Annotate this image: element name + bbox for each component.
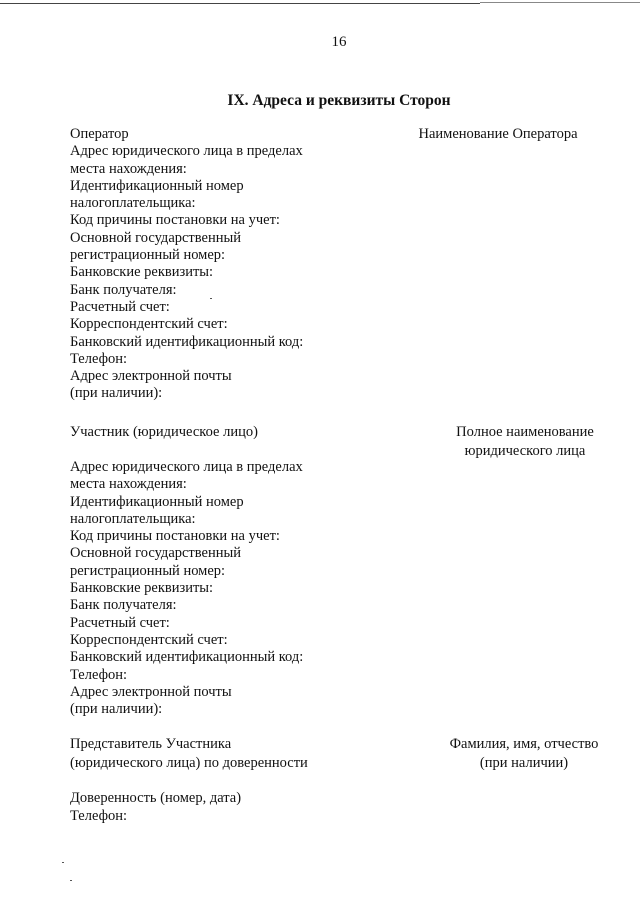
scan-speck <box>210 298 212 299</box>
legal-address-label: Адрес юридического лица в пределах <box>70 143 303 160</box>
participant-details <box>70 459 350 718</box>
operator-name-label: Наименование Оператора <box>418 126 578 142</box>
legal-address-label: Адрес юридического лица в пределах <box>70 459 303 475</box>
phone-label: Телефон: <box>70 808 128 824</box>
legal-address-label-cont: места нахождения: <box>70 476 187 493</box>
inn-label: Идентификационный номер <box>70 177 244 194</box>
ogrn-label-cont: регистрационный номер: <box>70 562 226 579</box>
operator-name-placeholder <box>398 125 598 144</box>
full-name-label: Фамилия, имя, отчество <box>449 736 599 752</box>
correspondent-account-label: Корреспондентский счет: <box>70 316 228 333</box>
top-border-rule-faint <box>480 2 640 3</box>
top-border-rule <box>0 3 480 4</box>
kpp-label: Код причины постановки на учет: <box>70 212 280 229</box>
participant-name-label: Полное наименование <box>456 424 594 440</box>
representative-name-placeholder <box>424 735 624 773</box>
representative-label-cont: (юридического лица) по доверенности <box>70 755 308 771</box>
participant-heading-block <box>70 424 350 441</box>
email-label-cont: (при наличии): <box>70 385 163 402</box>
email-label: Адрес электронной почты <box>70 683 232 700</box>
power-of-attorney-label: Доверенность (номер, дата) <box>70 790 242 806</box>
representative-details <box>70 735 350 773</box>
bank-details-label: Банковские реквизиты: <box>70 580 214 597</box>
operator-details <box>70 126 350 403</box>
page-number: 16 <box>331 34 347 50</box>
beneficiary-bank-label: Банк получателя: <box>70 597 177 614</box>
participant-name-label-cont: юридического лица <box>464 443 586 459</box>
settlement-account-label: Расчетный счет: <box>70 614 170 631</box>
bik-label: Банковский идентификационный код: <box>70 649 304 666</box>
ogrn-label: Основной государственный <box>70 545 241 562</box>
full-name-label-cont: (при наличии) <box>479 755 569 771</box>
representative-label: Представитель Участника <box>70 736 232 752</box>
scan-speck <box>70 880 72 881</box>
power-of-attorney-details <box>70 789 350 825</box>
bank-details-label: Банковские реквизиты: <box>70 264 214 281</box>
inn-label-cont: налогоплательщика: <box>70 195 196 212</box>
ogrn-label-cont: регистрационный номер: <box>70 247 226 264</box>
beneficiary-bank-label: Банк получателя: <box>70 281 177 298</box>
section-title: IX. Адреса и реквизиты Сторон <box>227 92 451 109</box>
email-label-cont: (при наличии): <box>70 701 163 718</box>
correspondent-account-label: Корреспондентский счет: <box>70 631 228 648</box>
inn-label: Идентификационный номер <box>70 493 244 510</box>
settlement-account-label: Расчетный счет: <box>70 298 170 315</box>
participant-heading: Участник (юридическое лицо) <box>70 424 258 440</box>
inn-label-cont: налогоплательщика: <box>70 510 196 527</box>
ogrn-label: Основной государственный <box>70 229 241 246</box>
participant-name-placeholder <box>425 423 625 461</box>
operator-label: Оператор <box>70 126 129 142</box>
legal-address-label-cont: места нахождения: <box>70 160 187 177</box>
phone-label: Телефон: <box>70 350 128 367</box>
email-label: Адрес электронной почты <box>70 368 232 385</box>
phone-label: Телефон: <box>70 666 128 683</box>
bik-label: Банковский идентификационный код: <box>70 333 304 350</box>
scan-speck <box>62 862 64 863</box>
kpp-label: Код причины постановки на учет: <box>70 528 280 545</box>
